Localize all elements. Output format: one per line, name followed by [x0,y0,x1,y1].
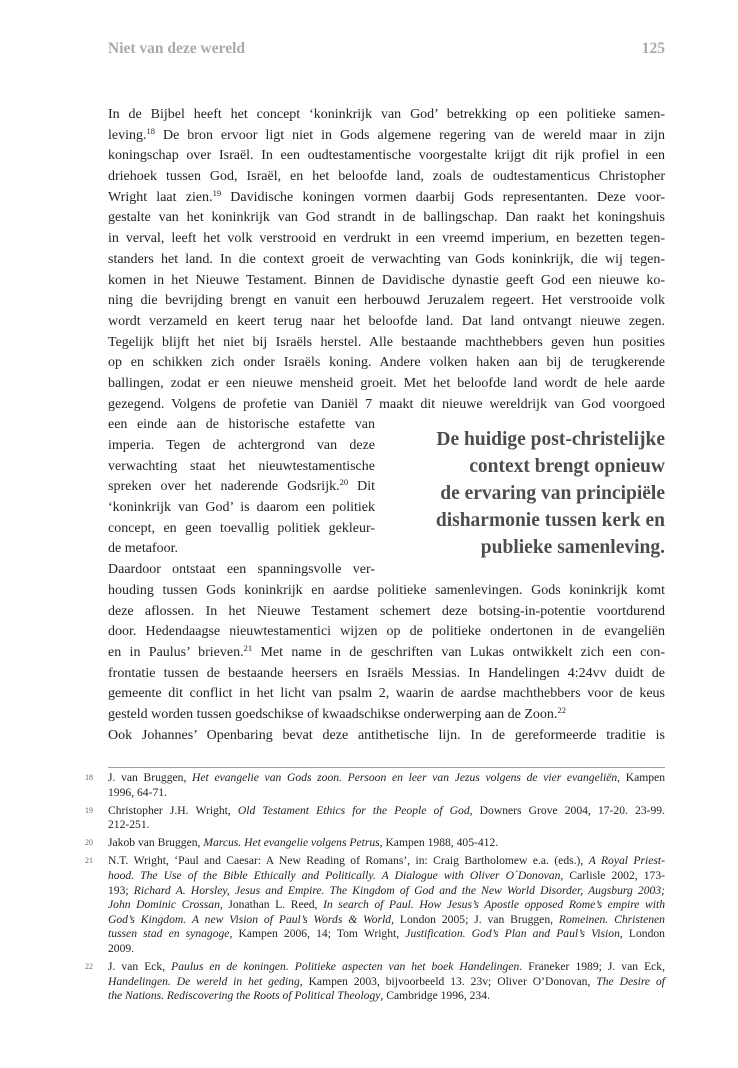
text-run: door. Hedendaagse nieuwtestamentici wijzen op de politieke ondertonen in de evangeliën [108,624,665,640]
italic-title: Het evangelie van Gods zoon. Persoon en leer van Jezus volgens de vier evangeliën [192,771,618,784]
text-run: J. van Bruggen, [108,771,193,784]
footnote [85,960,665,1004]
text-run: , London [619,927,665,941]
text-run: 1996, 64-71. [108,785,167,799]
text-run: imperia. Tegen de achtergrond van deze [108,438,375,453]
text-run: en in Paulus’ brieven. [108,644,244,660]
text-line [108,105,665,126]
italic-title: In search of Paul. How Jesus’s Apostle opposed Rome’s empire with [323,898,666,912]
text-run: , Kampen 2006, 14; Tom Wright, [229,927,406,941]
footnote-divider [108,767,665,768]
text-line [108,684,665,705]
footnote-number: 22 [85,962,93,972]
text-run: De bron ervoor ligt niet in Gods algemene regering van de wereld maar in zijn [155,127,665,143]
text-run: 193; [108,883,134,897]
text-run: , Kampen 1988, 405-412. [379,836,499,850]
text-run: gezegend. Volgens de profetie van Daniël 7 maakt dit nieuwe wereldrijk van God voorgoed [108,396,665,412]
text-run: ning die bevrijding brengt en vanuit een herbouwd Jeruzalem regeert. Het verstrooide volk [108,293,665,309]
text-run: wordt verzameld en keert terug naar het beloofde land. Dat land ontvangt nieuwe zegen. [108,313,665,329]
pull-quote-line: disharmonie tussen kerk en [435,510,665,531]
italic-title: hood. The Use of the Bible Ethically and Politically. A Dialogue with Oliver O´Donovan [108,869,561,883]
text-line [108,898,665,913]
text-run: Davidische koningen vormen daarbij Gods representanten. Deze voor- [221,189,665,205]
text-run: . Franeker 1989; J. van Eck, [519,960,665,974]
text-run: gemeente dit conflict in het licht van psalm 2, waarin de aardse machthebbers voor de keus [108,686,665,702]
text-run: Ook Johannes’ Openbaring bevat deze antithetische lijn. In de gereformeerde traditie is [108,727,665,743]
text-line [108,771,665,786]
text-run: een einde aan de historische estafette van [108,417,375,433]
italic-title: Justification. God’s Plan and Paul’s Vision [405,927,620,941]
text-line [108,622,665,643]
italic-title: God’s Kingdom. A new Vision of Paul’s Words & World [108,912,392,926]
text-line [108,913,665,928]
footnote-number: 18 [85,773,93,782]
text-run: driehoek tussen God, Israël, en het beloofde land, zoals de oudtestamenticus Christopher [108,169,665,185]
text-line [108,519,375,540]
text-run: , London 2005; J. van Bruggen, [391,912,559,926]
text-run: Daardoor ontstaat een spanningsvolle ver- [108,562,375,578]
text-run: Dit [348,479,375,495]
italic-title: John Dominic Crossan, [108,898,223,912]
footnotes [85,771,666,1007]
text-line [108,457,375,478]
text-line [108,869,665,884]
italic-title: Old Testament Ethics for the People of God [237,803,470,817]
text-line [108,581,665,602]
italic-title: Handelingen. De wereld in het geding [108,974,300,988]
footnote-number: 20 [85,838,93,848]
italic-title: Romeinen. Christenen [558,912,665,926]
pull-quote-line: publieke samenleving. [480,537,665,558]
text-run: Jonathan L. Reed, [222,898,324,912]
text-run: ballingen, zodat er een nieuwe mensheid groeit. Met het beloofde land wordt de hele aarde [108,375,665,391]
text-line [108,602,665,623]
footnote-number: 19 [85,805,93,815]
text-run: , Cambridge 1996, 234. [380,989,490,1003]
text-line [108,854,665,869]
running-header-title: Niet van deze wereld [108,40,246,57]
italic-title: The Desire of [596,974,665,988]
footnote-number: 21 [85,856,93,866]
footnote-ref: 18 [146,125,155,136]
text-run: Christopher J.H. Wright, [108,803,238,817]
text-run: koningschap over Israël. In een oudtestamentische voorgestalte krijgt dit rijk profiel in een [108,148,665,164]
text-line [108,395,665,416]
text-line [108,804,665,819]
text-run: gesteld worden tussen goedschikse of kwaadschikse onderwerping aan de Zoon. [108,706,558,722]
text-line [108,643,665,664]
text-line [108,560,375,581]
text-run: de metafoor. [108,541,178,557]
text-line [108,975,665,990]
text-line [108,786,665,801]
text-run: Tegelijk blijft het niet bij Israëls herstel. Alle bestaande machthebbers geven hun posities [108,334,665,350]
text-line [108,353,665,374]
text-line [108,539,375,560]
text-run: op en schikken zich onder Israëls koning. Andere volken haken aan bij de terugkerende [108,355,665,371]
pull-quote-line: context brengt opnieuw [469,456,665,477]
text-run: J. van Eck, [108,960,172,974]
italic-title: A Royal Priest- [588,854,665,868]
text-run: N.T. Wright, ‘Paul and Caesar: A New Reading of Romans’, in: Craig Bartholomew e.a. (eds.), [108,854,589,868]
text-run: , Kampen 2003, bijvoorbeeld 13. 23v; Oliver O’Donovan, [299,974,597,988]
footnote-ref: 21 [243,642,253,653]
text-run: standers het land. In die context groeit de verwachting van Gods koninkrijk, die wij tegen- [108,251,665,267]
text-run: In de Bijbel heeft het concept ‘koninkrijk van God’ betrekking op een politieke samen- [108,107,665,122]
text-line [108,312,665,333]
text-line [108,942,665,957]
text-line [108,415,375,436]
text-run: , Downers Grove 2004, 17-20. 23-99. [469,803,666,817]
footnote-ref: 20 [339,477,349,488]
text-run: houding tussen Gods koninkrijk en aardse politieke samenlevingen. Gods koninkrijk komt [108,582,665,598]
text-line [108,989,665,1004]
text-run: in verval, leeft het volk verstrooid en verdrukt in een vreemd imperium, en bezetten tegen- [108,231,665,247]
text-run: 212-251. [108,818,150,832]
text-line [108,333,665,354]
footnote [85,803,666,833]
text-line [108,146,665,167]
text-run: , Carlisle 2002, 173- [560,869,665,883]
pull-quote-line: de ervaring van principiële [440,483,665,504]
italic-title: Richard A. Horsley, Jesus and Empire. The Kingdom of God and the New World Disorder, Augsburg 2003; [133,883,665,897]
text-line [108,705,665,726]
text-line [108,477,375,498]
text-line [108,250,665,271]
text-run: Met name in de geschriften van Lukas ontwikkelt zich een con- [252,644,665,660]
text-line [108,884,665,899]
text-run: gestalte van het koninkrijk van God strandt in de ballingschap. Dan raakt het koningshuis [108,210,665,226]
text-line [108,229,665,250]
text-run: concept, en geen toevallig politiek gekleur- [108,520,375,536]
text-line [108,291,665,312]
footnote [85,771,665,800]
text-run: komen in het Nieuwe Testament. Binnen de Davidische dynastie geeft God een nieuwe ko- [108,272,665,288]
text-line [108,836,665,851]
italic-title: tussen stad en synagoge [108,927,230,941]
text-line [108,726,665,747]
text-line [108,818,665,833]
italic-title: the Nations. Rediscovering the Roots of Political Theology [108,989,381,1003]
text-line [108,436,375,457]
footnote-ref: 19 [212,187,222,198]
text-line [108,167,665,188]
footnote [85,836,665,851]
pull-quote [395,426,665,561]
text-line [108,188,665,209]
text-run: , Kampen [617,771,665,784]
text-line [108,927,665,942]
page-number: 125 [641,40,665,57]
text-run: frontatie tussen de bestaande heersers en Israëls Messias. In Handelingen 4:24vv duidt de [108,665,665,681]
footnote [85,854,666,956]
text-run: spreken over het naderende Godsrijk. [108,479,340,495]
text-line [108,498,375,519]
text-run: deze aflossen. In het Nieuwe Testament schemert deze botsing-in-potentie voortdurend [108,603,665,619]
text-run: verwachting staat het nieuwtestamentische [108,458,375,474]
text-line [108,126,665,147]
text-line [108,208,665,229]
text-line [108,374,665,395]
text-run: ‘koninkrijk van God’ is daarom een politiek [108,500,375,516]
footnote-ref: 22 [557,704,566,715]
text-run: leving. [108,127,147,143]
text-line [108,664,665,685]
italic-title: Paulus en de koningen. Politieke aspecten van het boek Handelingen [171,960,520,974]
text-run: Wright laat zien. [108,189,213,205]
italic-title: Marcus. Het evangelie volgens Petrus [203,836,380,850]
text-line [108,271,665,292]
text-run: 2009. [108,942,135,956]
text-line [108,960,665,975]
text-run: Jakob van Bruggen, [108,836,204,850]
pull-quote-line: De huidige post-christelijke [436,429,665,450]
